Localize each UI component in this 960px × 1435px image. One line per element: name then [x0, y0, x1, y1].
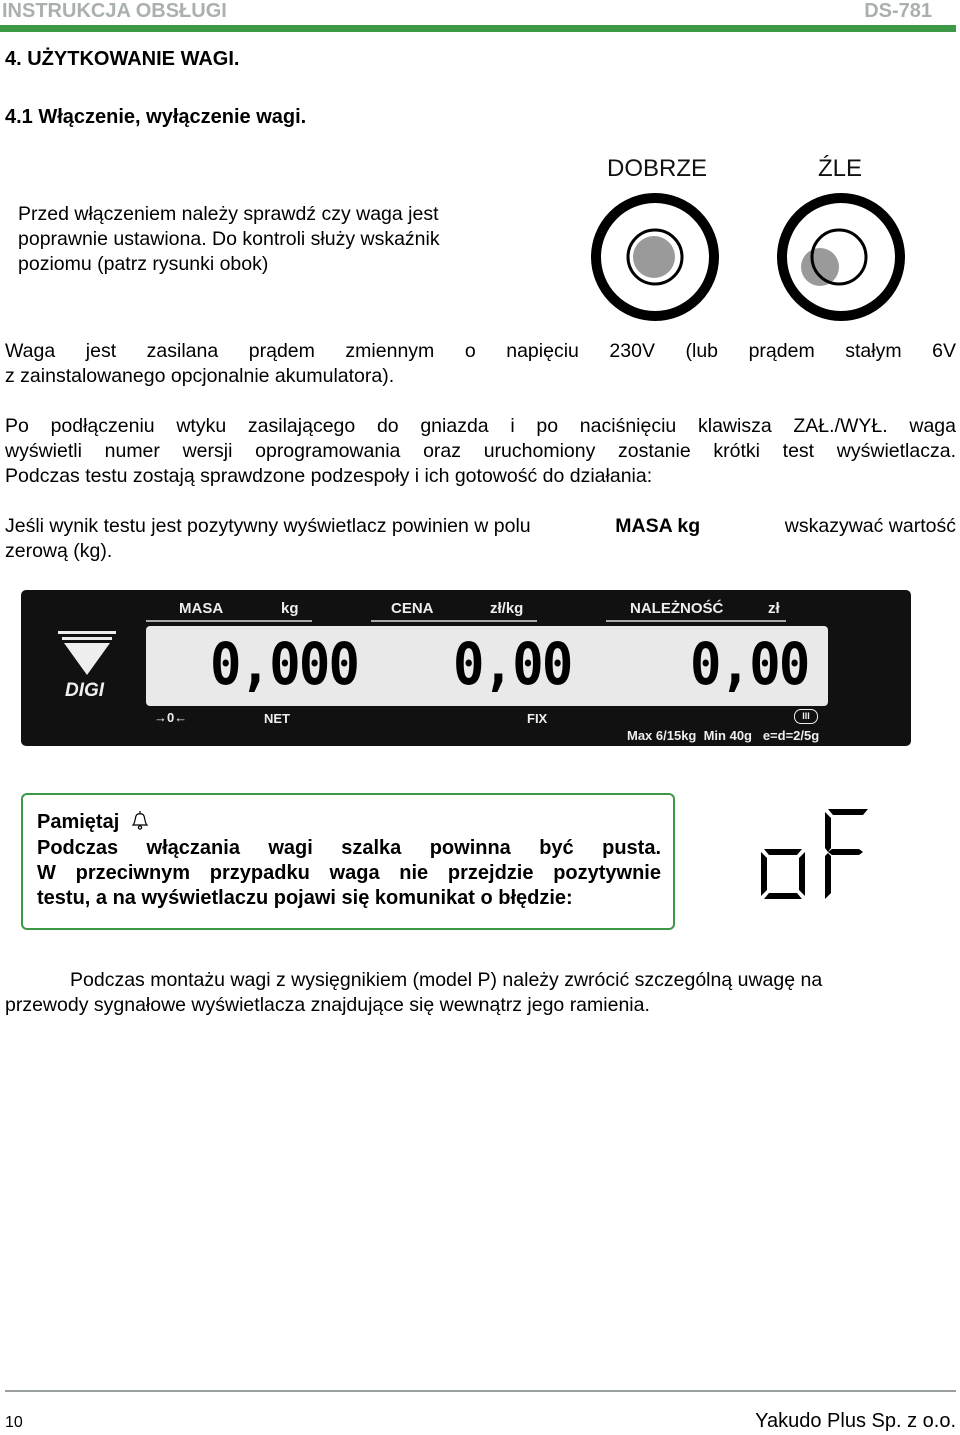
display-value-naleznosc: 0,00: [690, 630, 809, 698]
level-intro-line: Przed włączeniem należy sprawdź czy waga jest: [18, 203, 439, 225]
result-line-2: zerową (kg).: [5, 540, 113, 562]
footer-company: Yakudo Plus Sp. z o.o.: [755, 1410, 956, 1432]
remember-title: [37, 810, 151, 835]
power-line-2: z zainstalowanego opcjonalnie akumulatora).: [5, 365, 395, 387]
remember-line-2: W przeciwnym przypadku waga nie przejdzie pozytywnie: [37, 862, 661, 884]
display-value-masa: 0,000: [210, 630, 359, 698]
bell-icon: [129, 810, 151, 830]
display-divider-naleznosc: [606, 620, 786, 622]
remember-title-text: Pamiętaj: [37, 811, 120, 833]
display-label-kg: kg: [281, 600, 299, 617]
display-indicator-fix: FIX: [527, 711, 548, 726]
level-intro-line: poziomu (patrz rysunki obok): [18, 253, 269, 275]
error-code-text: oF: [756, 805, 758, 806]
accuracy-class-badge: III: [794, 709, 818, 724]
level-intro: [18, 202, 558, 277]
error-code-display: [756, 805, 876, 905]
mount-line-1: Podczas montażu wagi z wysięgnikiem (model P) należy zwrócić szczególną uwagę na: [70, 969, 823, 991]
display-label-naleznosc: NALEŻNOŚĆ: [630, 600, 724, 617]
header-manual-title: INSTRUKCJA OBSŁUGI: [2, 0, 227, 22]
level-intro-line: poprawnie ustawiona. Do kontroli służy wskaźnik: [18, 228, 440, 250]
display-divider-cena: [371, 620, 537, 622]
digi-logo-icon: [58, 631, 118, 676]
level-bad-bubble: [801, 248, 839, 286]
mount-line-2: przewody sygnałowe wyświetlacza znajdujące się wewnątrz jego ramienia.: [5, 994, 650, 1016]
level-bad-label: ŹLE: [818, 155, 863, 182]
subsection-title: 4.1 Włączenie, wyłączenie wagi.: [5, 106, 307, 128]
test-line-1: Po podłączeniu wtyku zasilającego do gniazda i po naciśnięciu klawisza ZAŁ./WYŁ. waga: [5, 415, 956, 437]
level-bad-diagram: [775, 192, 909, 322]
display-label-masa: MASA: [179, 600, 224, 617]
display-indicator-net: NET: [264, 711, 290, 726]
display-label-zl: zł: [768, 600, 780, 617]
result-field-name: MASA kg: [615, 515, 701, 537]
level-good-bubble: [633, 236, 675, 278]
remember-line-3: testu, a na wyświetlaczu pojawi się komunikat o błędzie:: [37, 887, 573, 909]
level-good-diagram: [590, 192, 720, 322]
display-specification: Max 6/15kg Min 40g e=d=2/5g: [627, 728, 820, 743]
display-indicator-zero: →0←: [154, 710, 188, 725]
test-line-3: Podczas testu zostają sprawdzone podzespoły i ich gotowość do działania:: [5, 465, 653, 487]
power-line-1: Waga jest zasilana prądem zmiennym o napięciu 230V (lub prądem stałym 6V: [5, 340, 956, 362]
display-label-cena: CENA: [391, 600, 434, 617]
section-title: 4. UŻYTKOWANIE WAGI.: [5, 48, 240, 70]
page-number: 10: [5, 1414, 23, 1431]
level-bad-outer-ring: [782, 198, 900, 316]
display-value-cena: 0,00: [453, 630, 572, 698]
result-line-1: [5, 514, 956, 539]
result-text-post: wskazywać wartość: [784, 515, 956, 537]
level-good-label: DOBRZE: [607, 155, 708, 182]
digi-brand-text: DIGI: [65, 680, 105, 701]
display-divider-masa: [146, 620, 312, 622]
result-text-pre: Jeśli wynik testu jest pozytywny wyświetlacz powinien w polu: [5, 515, 531, 537]
display-label-zlkg: zł/kg: [490, 600, 524, 617]
footer-divider: [5, 1390, 956, 1392]
test-line-2: wyświetli numer wersji oprogramowania oraz uruchomiony zostanie krótki test wyświetlacza.: [5, 440, 956, 462]
remember-line-1: Podczas włączania wagi szalka powinna być pusta.: [37, 837, 661, 859]
header-model: DS-781: [864, 0, 932, 22]
header-divider: [0, 25, 956, 32]
error-code-segments: [761, 809, 868, 899]
